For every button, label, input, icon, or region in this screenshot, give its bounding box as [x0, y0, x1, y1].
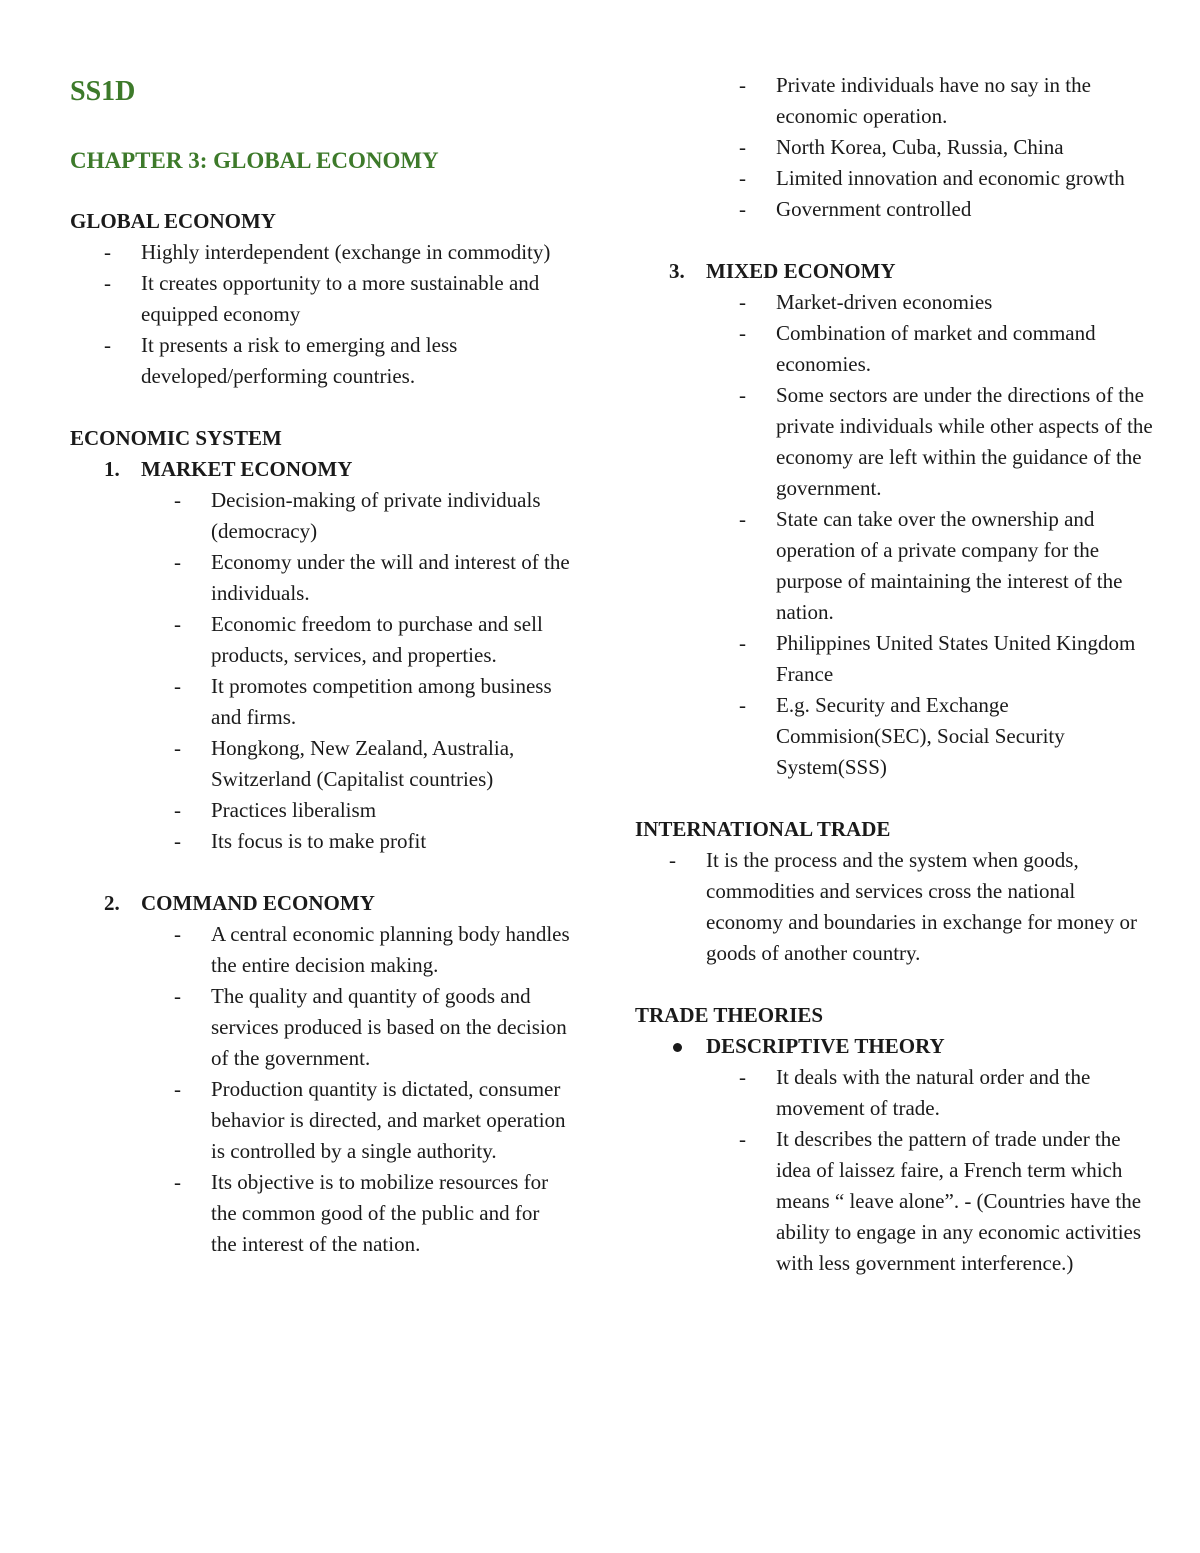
international-trade-list — [635, 845, 1155, 969]
list-item: - It deals with the natural order and the movement of trade. — [739, 1065, 1091, 1120]
command-economy-list-continued — [635, 70, 1155, 225]
right-column — [635, 70, 1155, 1279]
list-item: - It creates opportunity to a more sustainable and equipped economy — [104, 271, 540, 326]
list-item: - Combination of market and command economies. — [739, 321, 1096, 376]
market-economy-list — [70, 485, 570, 857]
mixed-economy-list — [635, 287, 1155, 783]
descriptive-theory-list — [635, 1062, 1155, 1279]
list-item: - Decision-making of private individuals (democracy) — [174, 488, 541, 543]
subsection-mixed-economy: 3. MIXED ECONOMY — [669, 259, 896, 283]
list-item: - State can take over the ownership and operation of a private company for the purpose of maintaining the interest of the nation. — [739, 507, 1123, 624]
command-economy-list — [70, 919, 570, 1260]
list-item: - Government controlled — [739, 197, 972, 221]
list-item: - It describes the pattern of trade under the idea of laissez faire, a French term which means “ leave alone”. - (Countries have the ability to engage in any economic activities with less government interference.) — [739, 1127, 1142, 1275]
list-item: - North Korea, Cuba, Russia, China — [739, 135, 1064, 159]
list-item: - E.g. Security and Exchange Commision(SEC), Social Security System(SSS) — [739, 693, 1065, 779]
left-column — [70, 72, 570, 1260]
list-item: - Economic freedom to purchase and sell products, services, and properties. — [174, 612, 543, 667]
list-item: - Market-driven economies — [739, 290, 993, 314]
list-item: - Private individuals have no say in the economic operation. — [739, 73, 1091, 128]
list-item: - Its focus is to make profit — [174, 829, 427, 853]
section-heading-trade-theories: TRADE THEORIES — [635, 1003, 824, 1027]
section-heading-economic-system: ECONOMIC SYSTEM — [70, 426, 282, 450]
list-item: - Some sectors are under the directions of the private individuals while other aspects of the economy are left within the guidance of the government. — [739, 383, 1153, 500]
list-item: - Its objective is to mobilize resources for the common good of the public and for the interest of the nation. — [174, 1170, 549, 1256]
list-item: - Economy under the will and interest of the individuals. — [174, 550, 570, 605]
list-item: - It promotes competition among business and firms. — [174, 674, 552, 729]
list-item: - The quality and quantity of goods and services produced is based on the decision of the government. — [174, 984, 567, 1070]
subsection-command-economy: 2. COMMAND ECONOMY — [104, 891, 375, 915]
list-item: - Hongkong, New Zealand, Australia, Switzerland (Capitalist countries) — [174, 736, 515, 791]
list-item: - Practices liberalism — [174, 798, 377, 822]
section-heading-global-economy: GLOBAL ECONOMY — [70, 209, 276, 233]
subsection-descriptive-theory: DESCRIPTIVE THEORY — [635, 1031, 1155, 1062]
subsection-market-economy: 1. MARKET ECONOMY — [104, 457, 353, 481]
document-code: SS1D — [70, 76, 136, 107]
list-item: - A central economic planning body handles the entire decision making. — [174, 922, 570, 977]
list-item: - Highly interdependent (exchange in commodity) — [104, 240, 551, 264]
global-economy-list — [70, 237, 570, 392]
list-item: - Limited innovation and economic growth — [739, 166, 1125, 190]
bullet-icon — [673, 1043, 682, 1052]
list-item: - It presents a risk to emerging and less developed/performing countries. — [104, 333, 458, 388]
list-item: - Production quantity is dictated, consumer behavior is directed, and market operation is controlled by a single authority. — [174, 1077, 566, 1163]
chapter-title: CHAPTER 3: GLOBAL ECONOMY — [70, 148, 439, 173]
section-heading-international-trade: INTERNATIONAL TRADE — [635, 817, 891, 841]
list-item: - Philippines United States United Kingdom France — [739, 631, 1136, 686]
list-item: - It is the process and the system when goods, commodities and services cross the national economy and boundaries in exchange for money or goods of another country. — [669, 848, 1137, 965]
